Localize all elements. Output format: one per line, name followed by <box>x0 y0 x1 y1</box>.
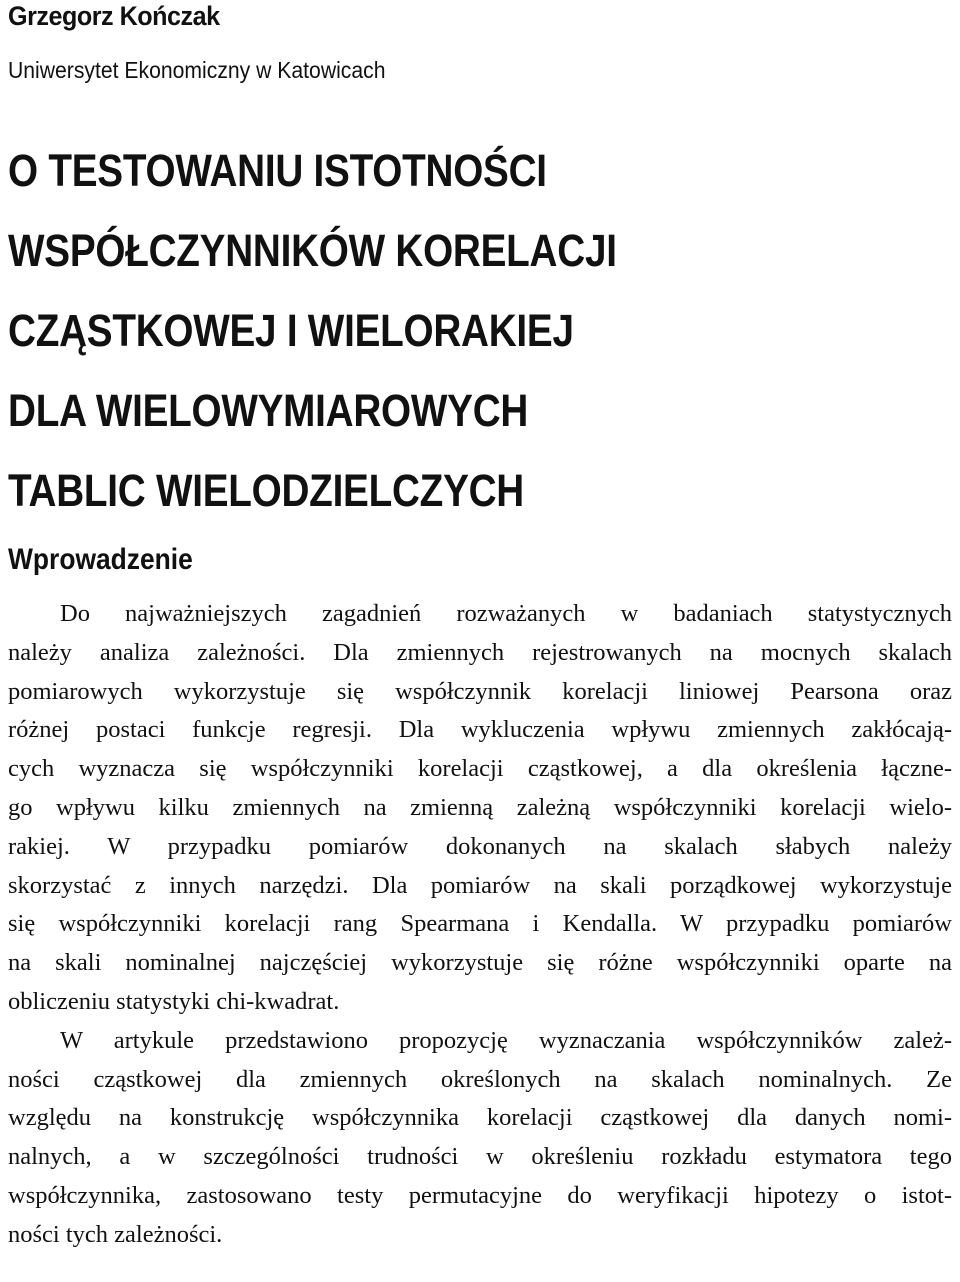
article-title <box>8 131 952 531</box>
text-line: go wpływu kilku zmiennych na zmienną zależną współczynniki korelacji wielo- <box>8 793 952 821</box>
text-line: skorzystać z innych narzędzi. Dla pomiarów na skali porządkowej wykorzystuje <box>8 871 952 899</box>
title-line: WSPÓŁCZYNNIKÓW KORELACJI <box>8 225 617 276</box>
paragraph-2 <box>8 1022 952 1255</box>
title-line: O TESTOWANIU ISTOTNOŚCI <box>8 145 547 196</box>
document-page <box>8 0 952 1255</box>
text-line: należy analiza zależności. Dla zmiennych rejestrowanych na mocnych skalach <box>8 638 952 666</box>
text-line: pomiarowych wykorzystuje się współczynnik korelacji liniowej Pearsona oraz <box>8 677 952 705</box>
author-affiliation: Uniwersytet Ekonomiczny w Katowicach <box>8 57 386 83</box>
title-line: DLA WIELOWYMIAROWYCH <box>8 385 529 436</box>
text-line: różnej postaci funkcje regresji. Dla wykluczenia wpływu zmiennych zakłócają- <box>8 716 952 744</box>
text-line: na skali nominalnej najczęściej wykorzystuje się różne współczynniki oparte na <box>8 949 952 977</box>
text-line: współczynnika, zastosowano testy permutacyjne do weryfikacji hipotezy o istot- <box>8 1181 952 1209</box>
title-line: CZĄSTKOWEJ I WIELORAKIEJ <box>8 305 574 356</box>
text-line: cych wyznacza się współczynniki korelacji cząstkowej, a dla określenia łączne- <box>8 755 952 783</box>
text-line: względu na konstrukcję współczynnika korelacji cząstkowej dla danych nomi- <box>8 1104 952 1132</box>
section-heading: Wprowadzenie <box>8 543 193 576</box>
text-line: W artykule przedstawiono propozycję wyznaczania współczynników zależ- <box>60 1026 952 1054</box>
paragraph-1 <box>8 595 952 1022</box>
text-line: ności cząstkowej dla zmiennych określonych na skalach nominalnych. Ze <box>8 1065 952 1093</box>
body-text <box>8 595 952 1255</box>
text-line: ności tych zależności. <box>8 1220 223 1248</box>
title-line: TABLIC WIELODZIELCZYCH <box>8 465 524 516</box>
text-line: obliczeniu statystyki chi-kwadrat. <box>8 987 340 1015</box>
text-line: Do najważniejszych zagadnień rozważanych w badaniach statystycznych <box>60 600 952 627</box>
text-line: się współczynniki korelacji rang Spearmana i Kendalla. W przypadku pomiarów <box>8 910 952 938</box>
text-line: rakiej. W przypadku pomiarów dokonanych na skalach słabych należy <box>8 832 952 860</box>
author-name: Grzegorz Kończak <box>8 1 220 31</box>
text-line: nalnych, a w szczególności trudności w określeniu rozkładu estymatora tego <box>8 1143 952 1171</box>
